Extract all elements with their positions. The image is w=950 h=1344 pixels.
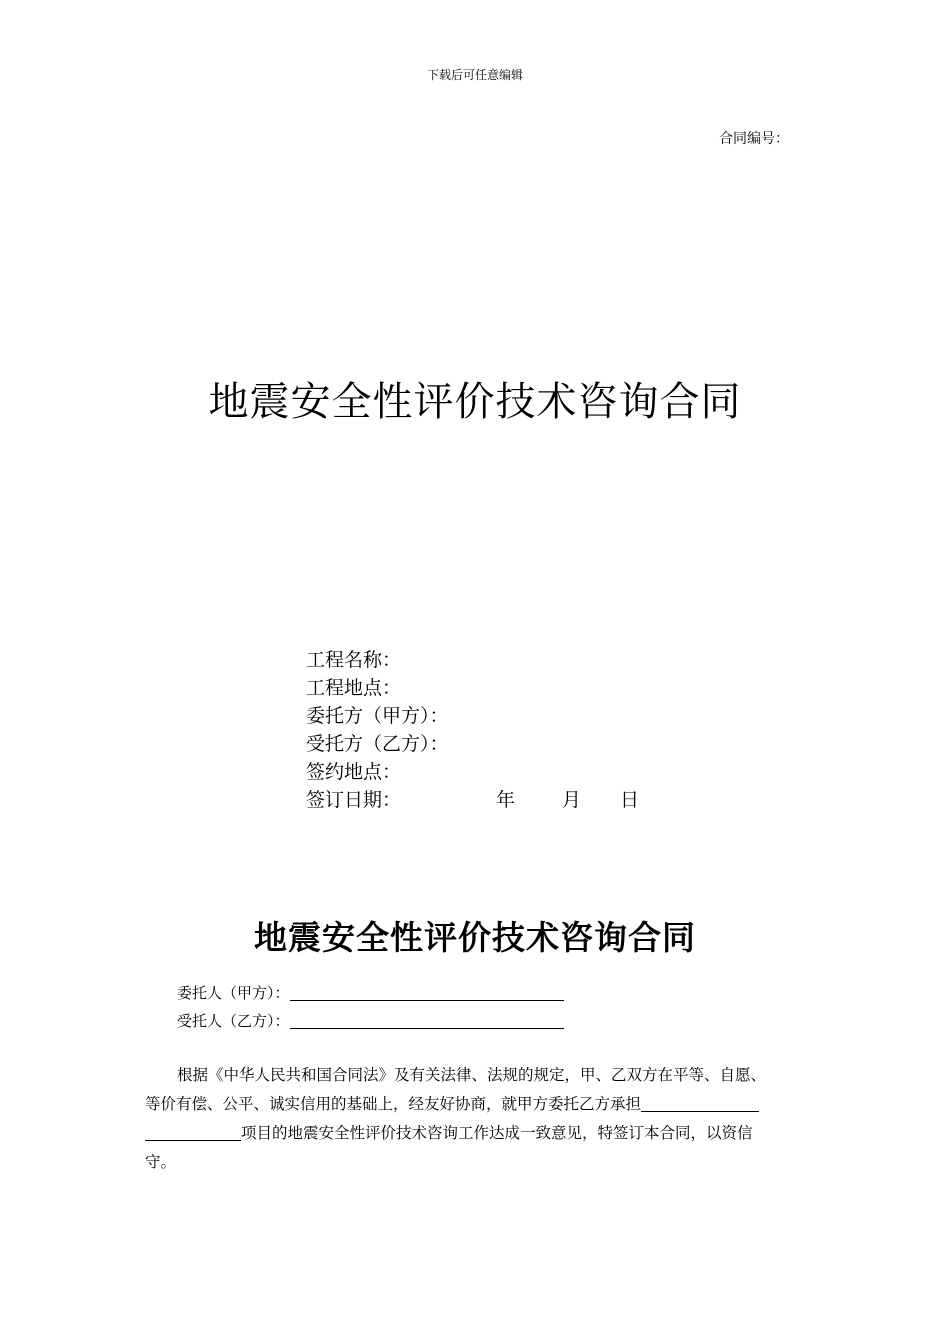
paragraph-line-1: 根据《中华人民共和国合同法》及有关法律、法规的规定，甲、乙双方在平等、自愿、: [177, 1066, 767, 1084]
paragraph-line-3-row: [145, 1119, 817, 1148]
party-b-line: [177, 1010, 564, 1031]
signing-date-label: 签订日期：: [306, 789, 402, 811]
paragraph-line-2-row: [145, 1090, 817, 1119]
project-blank-2[interactable]: [145, 1124, 241, 1141]
paragraph-line-4: 守。: [145, 1153, 177, 1171]
download-note: 下载后可任意编辑: [426, 68, 523, 82]
party-a-line: [177, 982, 564, 1003]
date-year: 年: [496, 789, 516, 811]
date-month: 月: [562, 789, 582, 811]
paragraph-line-3: 项目的地震安全性评价技术咨询工作达成一致意见，特签订本合同，以资信: [241, 1124, 753, 1142]
signing-place-label: 签约地点：: [306, 761, 402, 783]
signing-date-row: [306, 786, 640, 814]
party-a-label: 委托人（甲方）：: [177, 984, 290, 1002]
party-b-blank[interactable]: [290, 1013, 564, 1029]
project-name-label: 工程名称：: [306, 649, 402, 671]
party-a-blank[interactable]: [290, 985, 564, 1001]
contract-title: 地震安全性评价技术咨询合同: [254, 918, 696, 957]
cover-fields: [306, 646, 640, 814]
date-day: 日: [620, 789, 640, 811]
project-blank-1[interactable]: [641, 1095, 759, 1112]
contractor-party-b-label: 受托方（乙方）：: [306, 733, 449, 755]
client-party-a-label: 委托方（甲方）：: [306, 705, 449, 727]
paragraph-line-2: 等价有偿、公平、诚实信用的基础上，经友好协商，就甲方委托乙方承担: [145, 1095, 642, 1113]
preamble-paragraph: [145, 1061, 817, 1177]
cover-title: 地震安全性评价技术咨询合同: [208, 379, 742, 425]
contract-number-label: 合同编号：: [719, 131, 789, 147]
project-location-label: 工程地点：: [306, 677, 402, 699]
party-b-label: 受托人（乙方）：: [177, 1012, 290, 1030]
